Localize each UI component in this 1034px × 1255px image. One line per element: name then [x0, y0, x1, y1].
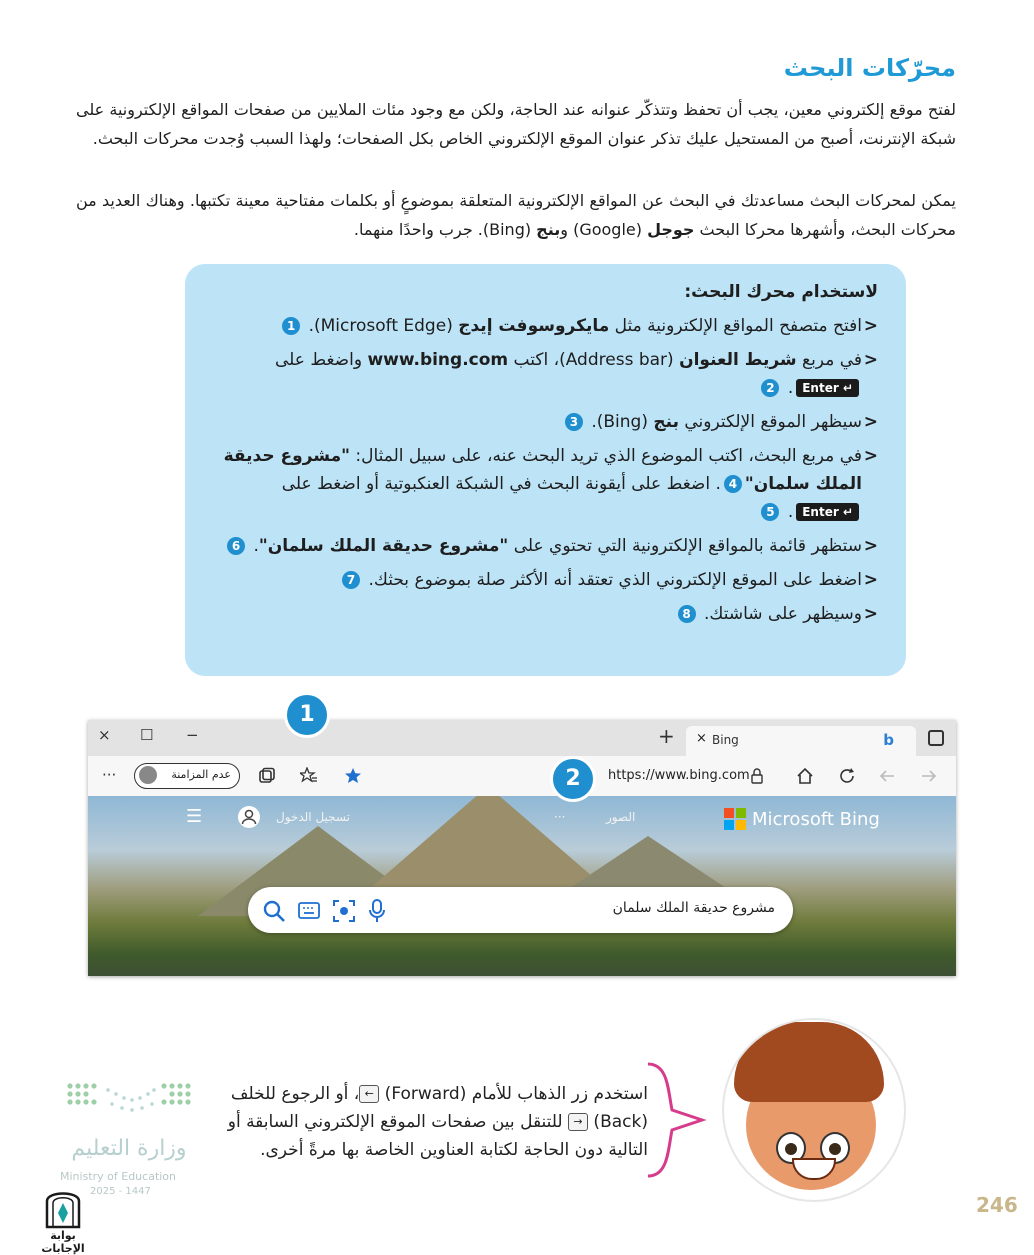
- mouth: [792, 1158, 836, 1180]
- add-favorite-icon[interactable]: [344, 767, 362, 785]
- step-badge: 6: [227, 537, 245, 555]
- text: افتح متصفح المواقع الإلكترونية مثل: [609, 316, 862, 336]
- boy-character-illustration: [722, 1018, 906, 1202]
- step-badge: 5: [761, 503, 779, 521]
- bing-icon: b: [883, 731, 894, 749]
- chevron-icon: <: [863, 412, 878, 432]
- step-7: [215, 600, 878, 628]
- pen-arch-icon: [43, 1185, 83, 1229]
- step-badge: 2: [761, 379, 779, 397]
- section-title: محرّكات البحث: [783, 54, 956, 82]
- text: اضغط على الموقع الإلكتروني الذي تعتقد أنه الأكثر صلة بموضوع بحثك.: [368, 570, 862, 590]
- text: (Google) و: [560, 220, 648, 239]
- text: للتنقل بين صفحات الموقع الإلكتروني السابقة أو التالية دون الحاجة لكتابة العناوين الخاصة بها مرةً أخرى.: [227, 1112, 648, 1160]
- step-badge: 8: [678, 605, 696, 623]
- step-badge: 4: [724, 475, 742, 493]
- text: (Address bar)، اكتب: [508, 350, 680, 370]
- keyboard-icon[interactable]: [298, 901, 320, 921]
- brand-logo: [28, 1185, 98, 1255]
- browser-screenshot: [88, 702, 956, 976]
- browser-toolbar: [88, 756, 956, 796]
- hamburger-menu-icon[interactable]: ☰: [186, 806, 203, 827]
- enter-key-icon: Enter ↵: [796, 379, 859, 397]
- search-query[interactable]: مشروع حديقة الملك سلمان: [612, 900, 775, 916]
- chevron-icon: <: [863, 536, 878, 556]
- text: في مربع: [796, 350, 862, 370]
- search-icon[interactable]: [262, 899, 286, 923]
- collections-icon[interactable]: [258, 767, 276, 785]
- step-5: [215, 532, 878, 560]
- forward-key-icon: ←: [359, 1085, 379, 1103]
- ministry-dots-logo: [64, 1080, 194, 1116]
- maximize-icon[interactable]: ☐: [140, 726, 154, 744]
- text: سيظهر الموقع الإلكتروني: [678, 412, 862, 432]
- bing-term: بنج: [536, 220, 561, 239]
- query-term: "مشروع حديقة الملك سلمان": [258, 536, 509, 556]
- refresh-icon[interactable]: [838, 767, 856, 785]
- chevron-icon: <: [863, 604, 878, 624]
- tab-actions-icon[interactable]: [928, 730, 944, 746]
- step-3: [215, 408, 878, 436]
- text: استخدم زر الذهاب للأمام (Forward): [379, 1084, 648, 1104]
- text: (Bing).: [591, 412, 654, 432]
- step-4: < في مربع البحث، اكتب الموضوع الذي تريد البحث عنه، على سبيل المثال: "مشروع حديقة الملك سلمان"4. اضغط على أيقونة البحث في الشبكة العنكبوتية أو اضغط على Enter ↵. 5: [215, 442, 878, 526]
- url-term: www.bing.com: [367, 350, 509, 370]
- new-tab-button[interactable]: +: [658, 724, 675, 748]
- note-brace: [640, 1060, 710, 1180]
- text: . اضغط على أيقونة البحث في الشبكة العنكبوتية أو اضغط على: [281, 474, 721, 494]
- bing-homepage: [88, 796, 956, 976]
- avatar: [139, 766, 157, 784]
- chevron-icon: <: [863, 350, 878, 370]
- address-bar[interactable]: https://www.bing.com: [608, 768, 750, 783]
- back-key-icon: →: [568, 1113, 588, 1131]
- chevron-icon: <: [863, 570, 878, 590]
- microsoft-logo-icon: [724, 808, 746, 830]
- bing-brand-text: Microsoft Bing: [752, 809, 880, 830]
- google-term: جوجل: [647, 220, 695, 239]
- instructions-title: لاستخدام محرك البحث:: [684, 282, 878, 302]
- minimize-icon[interactable]: −: [186, 726, 199, 744]
- text: (Microsoft Edge).: [308, 316, 459, 336]
- ministry-english: Ministry of Education: [60, 1170, 177, 1183]
- favorites-icon[interactable]: [300, 767, 318, 785]
- tab-bing[interactable]: [686, 726, 916, 756]
- ministry-year: 2025 - 1447: [90, 1186, 151, 1197]
- chevron-icon: <: [863, 446, 878, 466]
- step-6: [215, 566, 878, 594]
- callout-1: 1: [284, 692, 330, 738]
- callout-2: 2: [550, 756, 596, 802]
- text: يمكن لمحركات البحث مساعدتك في البحث عن المواقع الإلكترونية المتعلقة بموضوعٍ أو بكلمات مفتاحية معينة تكتبها. وهناك العديد من محركات البحث، وأشهرها محركا البحث: [76, 191, 956, 239]
- hair: [734, 1022, 884, 1102]
- close-window-icon[interactable]: ×: [98, 726, 111, 744]
- query-term: "مشروع حديقة الملك سلمان": [223, 446, 862, 494]
- step-badge: 7: [342, 571, 360, 589]
- enter-key-icon: Enter ↵: [796, 503, 859, 521]
- text: (Bing). جرب واحدًا منهما.: [353, 220, 537, 239]
- forward-arrow-icon[interactable]: [920, 767, 938, 785]
- brand-text: بوابة الإجابات: [41, 1229, 85, 1255]
- page-number: 246: [976, 1193, 1018, 1217]
- tab-bar: [88, 720, 956, 756]
- address-bar-term: شريط العنوان: [679, 350, 797, 370]
- instructions-box: [185, 264, 906, 676]
- ministry-arabic: وزارة التعليم: [71, 1136, 187, 1161]
- text: واضغط على: [274, 350, 368, 370]
- text: في مربع البحث، اكتب الموضوع الذي تريد البحث عنه، على سبيل المثال:: [349, 446, 862, 466]
- nav-more-icon[interactable]: ···: [554, 810, 566, 824]
- step-1: [215, 312, 878, 340]
- tip-note: [198, 1080, 648, 1164]
- lock-icon[interactable]: [750, 767, 764, 785]
- bing-search-box[interactable]: [248, 887, 793, 933]
- step-2: < في مربع شريط العنوان (Address bar)، اكتب www.bing.com واضغط على Enter ↵. 2: [215, 346, 878, 402]
- step-badge: 1: [282, 317, 300, 335]
- text: ، أو الرجوع للخلف (Back): [230, 1084, 648, 1132]
- nav-images[interactable]: الصور: [606, 810, 636, 824]
- text: ستظهر قائمة بالمواقع الإلكترونية التي تحتوي على: [508, 536, 862, 556]
- microphone-icon[interactable]: [368, 899, 386, 923]
- profile-label: عدم المزامنة: [171, 768, 231, 781]
- tab-title: Bing: [712, 733, 739, 747]
- back-arrow-icon[interactable]: [878, 767, 896, 785]
- edge-term: مايكروسوفت إيدج: [458, 316, 610, 336]
- text: .: [253, 536, 259, 556]
- user-icon[interactable]: [238, 806, 260, 828]
- home-icon[interactable]: [796, 767, 814, 785]
- text: وسيظهر على شاشتك.: [703, 604, 862, 624]
- search-engines-paragraph: [76, 186, 956, 244]
- signin-link[interactable]: تسجيل الدخول: [276, 810, 350, 824]
- more-icon[interactable]: ···: [102, 766, 117, 784]
- visual-search-icon[interactable]: [332, 899, 356, 923]
- profile-button[interactable]: [134, 763, 240, 789]
- intro-paragraph: لفتح موقع إلكتروني معين، يجب أن تحفظ وتتذكّر عنوانه عند الحاجة، ولكن مع وجود مئات الملايين من صفحات المواقع الإلكترونية على شبكة الإنترنت، أصبح من المستحيل عليك تذكر عنوان الموقع الإلكتروني الخاص بكل الصفحات؛ ولهذا السبب وُجدت محركات البحث.: [76, 100, 956, 148]
- tab-close-icon[interactable]: ×: [696, 731, 707, 746]
- chevron-icon: <: [863, 316, 878, 336]
- step-badge: 3: [565, 413, 583, 431]
- bing-term: بنج: [653, 412, 679, 432]
- ministry-logo: [60, 1080, 200, 1200]
